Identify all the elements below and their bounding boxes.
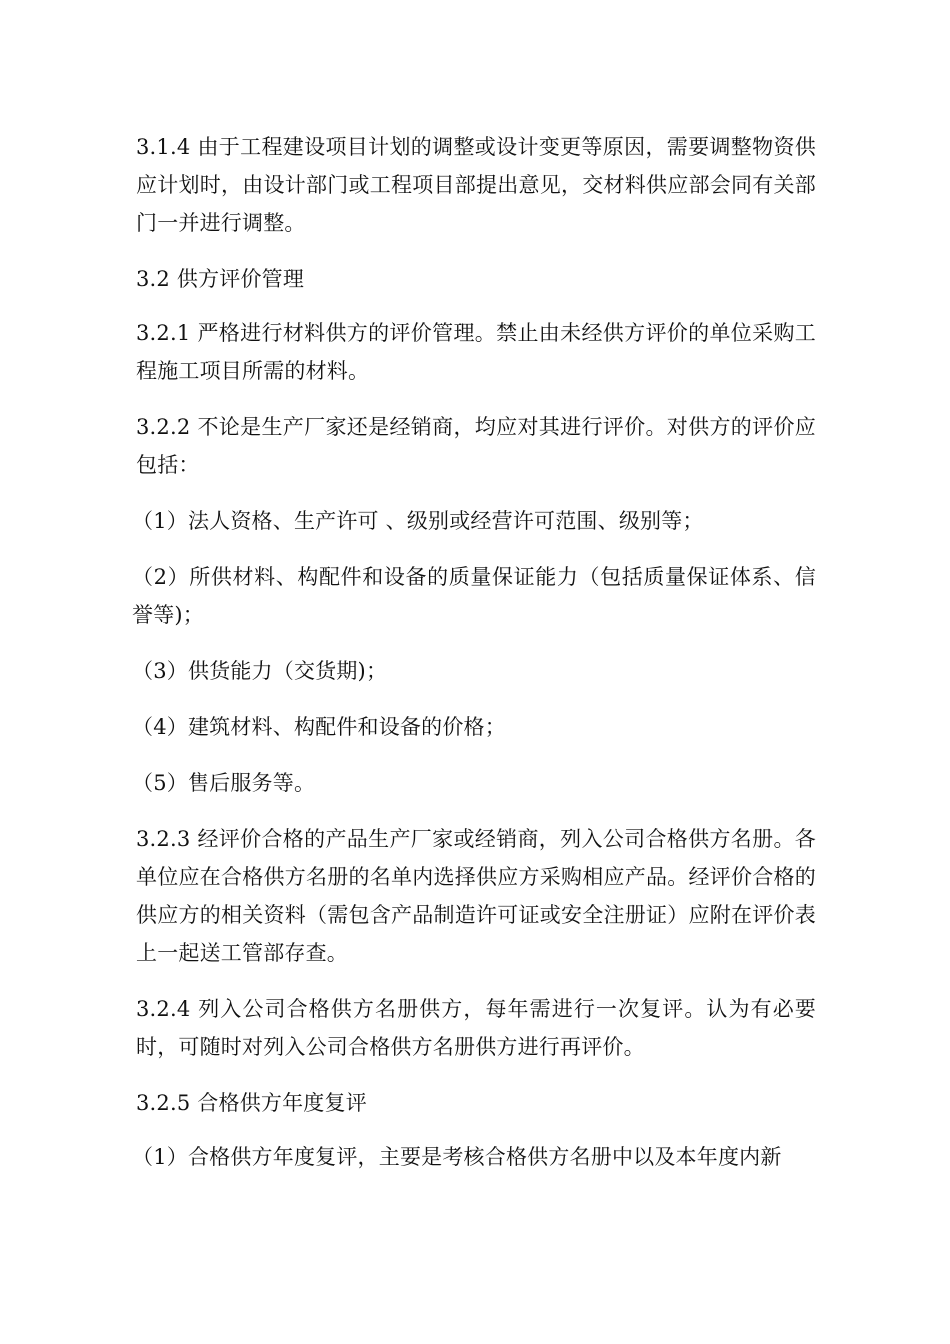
list-item-1: （1）法人资格、生产许可 、级别或经营许可范围、级别等； <box>132 509 704 533</box>
paragraph-3-2-1: 3.2.1 严格进行材料供方的评价管理。禁止由未经供方评价的单位采购工程施工项目所需的材料。 <box>136 321 816 383</box>
section-heading-3-2-5: 3.2.5 合格供方年度复评 <box>136 1091 367 1115</box>
list-item-annual-review-1: （1）合格供方年度复评，主要是考核合格供方名册中以及本年度内新 <box>132 1145 782 1169</box>
document-body <box>132 128 816 1194</box>
list-item-5: （5）售后服务等。 <box>132 771 316 795</box>
list-item-4: （4）建筑材料、构配件和设备的价格； <box>132 715 506 739</box>
section-heading-3-2: 3.2 供方评价管理 <box>136 267 305 291</box>
paragraph-3-2-4: 3.2.4 列入公司合格供方名册供方，每年需进行一次复评。认为有必要时，可随时对列入公司合格供方名册供方进行再评价。 <box>136 997 816 1059</box>
list-item-3: （3）供货能力（交货期)； <box>132 659 388 683</box>
paragraph-3-2-3: 3.2.3 经评价合格的产品生产厂家或经销商，列入公司合格供方名册。各单位应在合格供方名册的名单内选择供应方采购相应产品。经评价合格的供应方的相关资料（需包含产品制造许可证或安全注册证）应附在评价表上一起送工管部存查。 <box>136 827 816 965</box>
list-item-2: （2）所供材料、构配件和设备的质量保证能力（包括质量保证体系、信誉等)； <box>132 565 816 627</box>
paragraph-3-2-2: 3.2.2 不论是生产厂家还是经销商，均应对其进行评价。对供方的评价应包括： <box>136 415 816 477</box>
paragraph-3-1-4: 3.1.4 由于工程建设项目计划的调整或设计变更等原因，需要调整物资供应计划时，由设计部门或工程项目部提出意见，交材料供应部会同有关部门一并进行调整。 <box>136 135 816 235</box>
